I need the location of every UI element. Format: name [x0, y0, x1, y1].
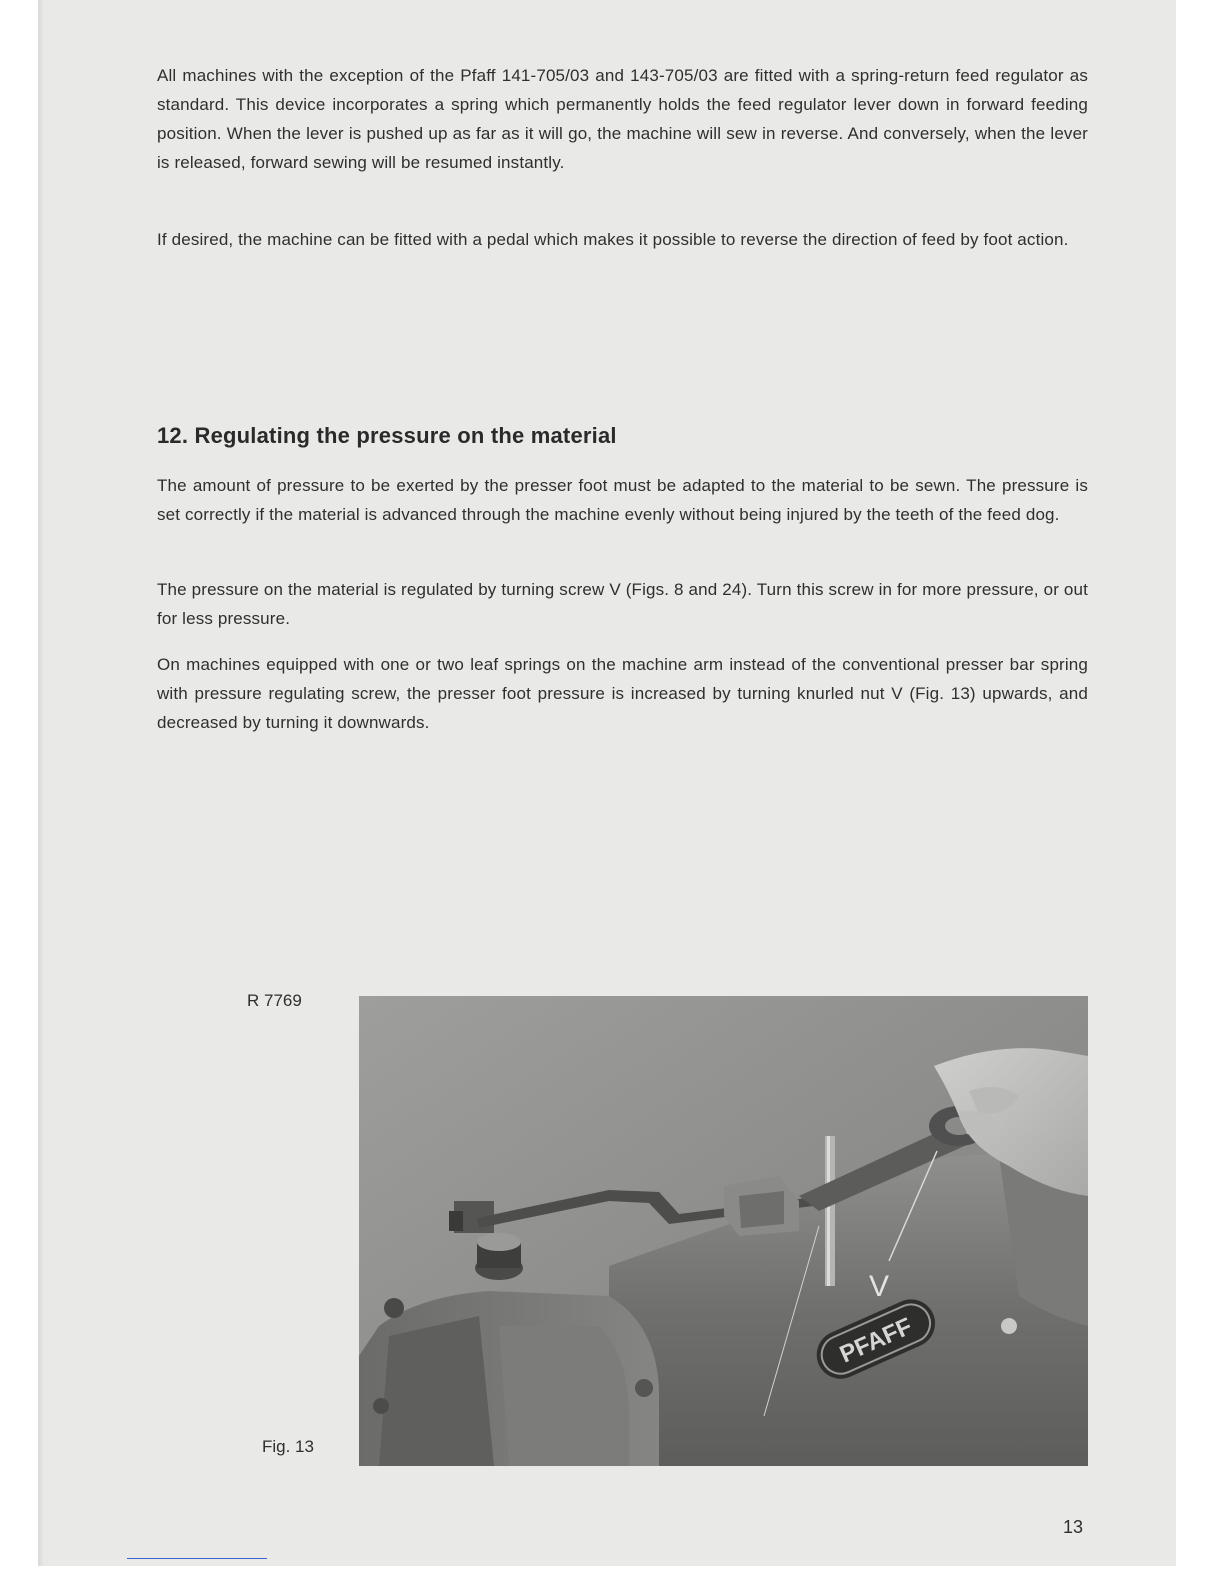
paragraph-reverse-pedal: If desired, the machine can be fitted with a pedal which makes it possible to reverse the direction of feed by foot action. — [157, 230, 1069, 249]
pfaff-logo-text: PFAFF — [835, 1312, 917, 1369]
section-heading: 12. Regulating the pressure on the material — [157, 423, 617, 448]
paragraph-pressure-screw: The pressure on the material is regulated by turning screw V (Figs. 8 and 24). Turn this screw in for more pressure, or out for less pressure. — [157, 580, 1088, 628]
sewing-machine-photo — [359, 996, 1088, 1466]
paragraph-feed-regulator: All machines with the exception of the Pfaff 141-705/03 and 143-705/03 are fitted with a spring-return feed regulator as standard. This device incorporates a spring which permanently holds the feed regulator lever down in forward feeding position. When the lever is pushed up as far as it will go, the machine will sew in reverse. And conversely, when the lever is released, forward sewing will be resumed instantly. — [157, 66, 1088, 172]
paragraph-pressure-amount: The amount of pressure to be exerted by the presser foot must be adapted to the material to be sewn. The pressure is set correctly if the material is advanced through the machine evenly without being injured by the teeth of the feed dog. — [157, 476, 1088, 524]
page-number: 13 — [1063, 1517, 1084, 1537]
figure-code: R 7769 — [247, 991, 302, 1010]
figure-caption: Fig. 13 — [262, 1437, 314, 1456]
photo-label-v: V — [868, 1270, 890, 1303]
paragraph-leaf-springs: On machines equipped with one or two leaf springs on the machine arm instead of the conventional presser bar spring with pressure regulating screw, the presser foot pressure is increased by turning knurled nut V (Fig. 13) upwards, and decreased by turning it downwards. — [157, 655, 1088, 732]
footer-rule — [127, 1558, 267, 1559]
